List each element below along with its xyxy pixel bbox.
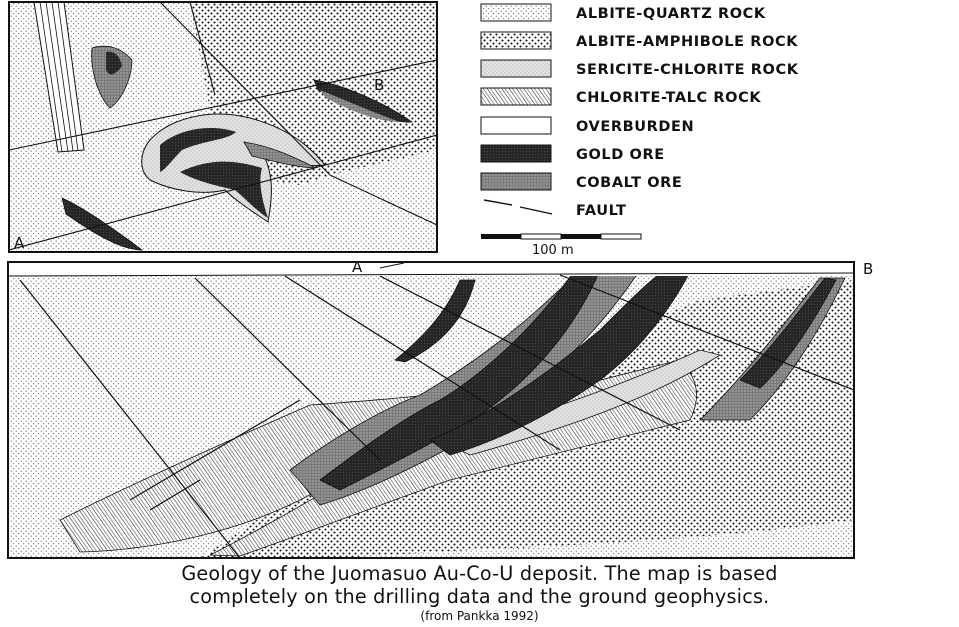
legend-swatch-gold-ore (481, 145, 551, 162)
legend-label-fault: FAULT (576, 203, 627, 219)
section-point-a: A (352, 258, 363, 276)
legend-label-chlorite-talc: CHLORITE-TALC ROCK (576, 90, 762, 106)
caption-source: (from Pankka 1992) (420, 609, 539, 623)
plan-map (9, 2, 437, 252)
legend-label-sericite-chlorite: SERICITE-CHLORITE ROCK (576, 62, 799, 78)
map-point-a: A (14, 234, 25, 252)
legend-swatch-chlorite-talc (481, 88, 551, 105)
legend (481, 4, 799, 258)
scale-label: 100 m (532, 243, 574, 258)
section-point-b: B (863, 260, 874, 278)
legend-label-albite-amphibole: ALBITE-AMPHIBOLE ROCK (576, 34, 799, 50)
caption-line-1: Geology of the Juomasuo Au-Co-U deposit. The map is based (181, 562, 778, 585)
legend-label-gold-ore: GOLD ORE (576, 147, 665, 163)
legend-swatch-albite-amphibole (481, 32, 551, 49)
caption-line-2: completely on the drilling data and the ground geophysics. (189, 585, 770, 608)
legend-label-cobalt-ore: COBALT ORE (576, 175, 683, 191)
legend-swatch-albite-quartz (481, 4, 551, 21)
legend-swatch-overburden (481, 117, 551, 134)
legend-swatch-cobalt-ore (481, 173, 551, 190)
cross-section (8, 258, 873, 558)
scale-bar (481, 234, 641, 239)
legend-label-albite-quartz: ALBITE-QUARTZ ROCK (576, 6, 766, 22)
legend-swatch-sericite-chlorite (481, 60, 551, 77)
legend-label-overburden: OVERBURDEN (576, 119, 695, 135)
map-point-b: B (374, 76, 385, 94)
legend-swatch-fault (484, 200, 552, 214)
